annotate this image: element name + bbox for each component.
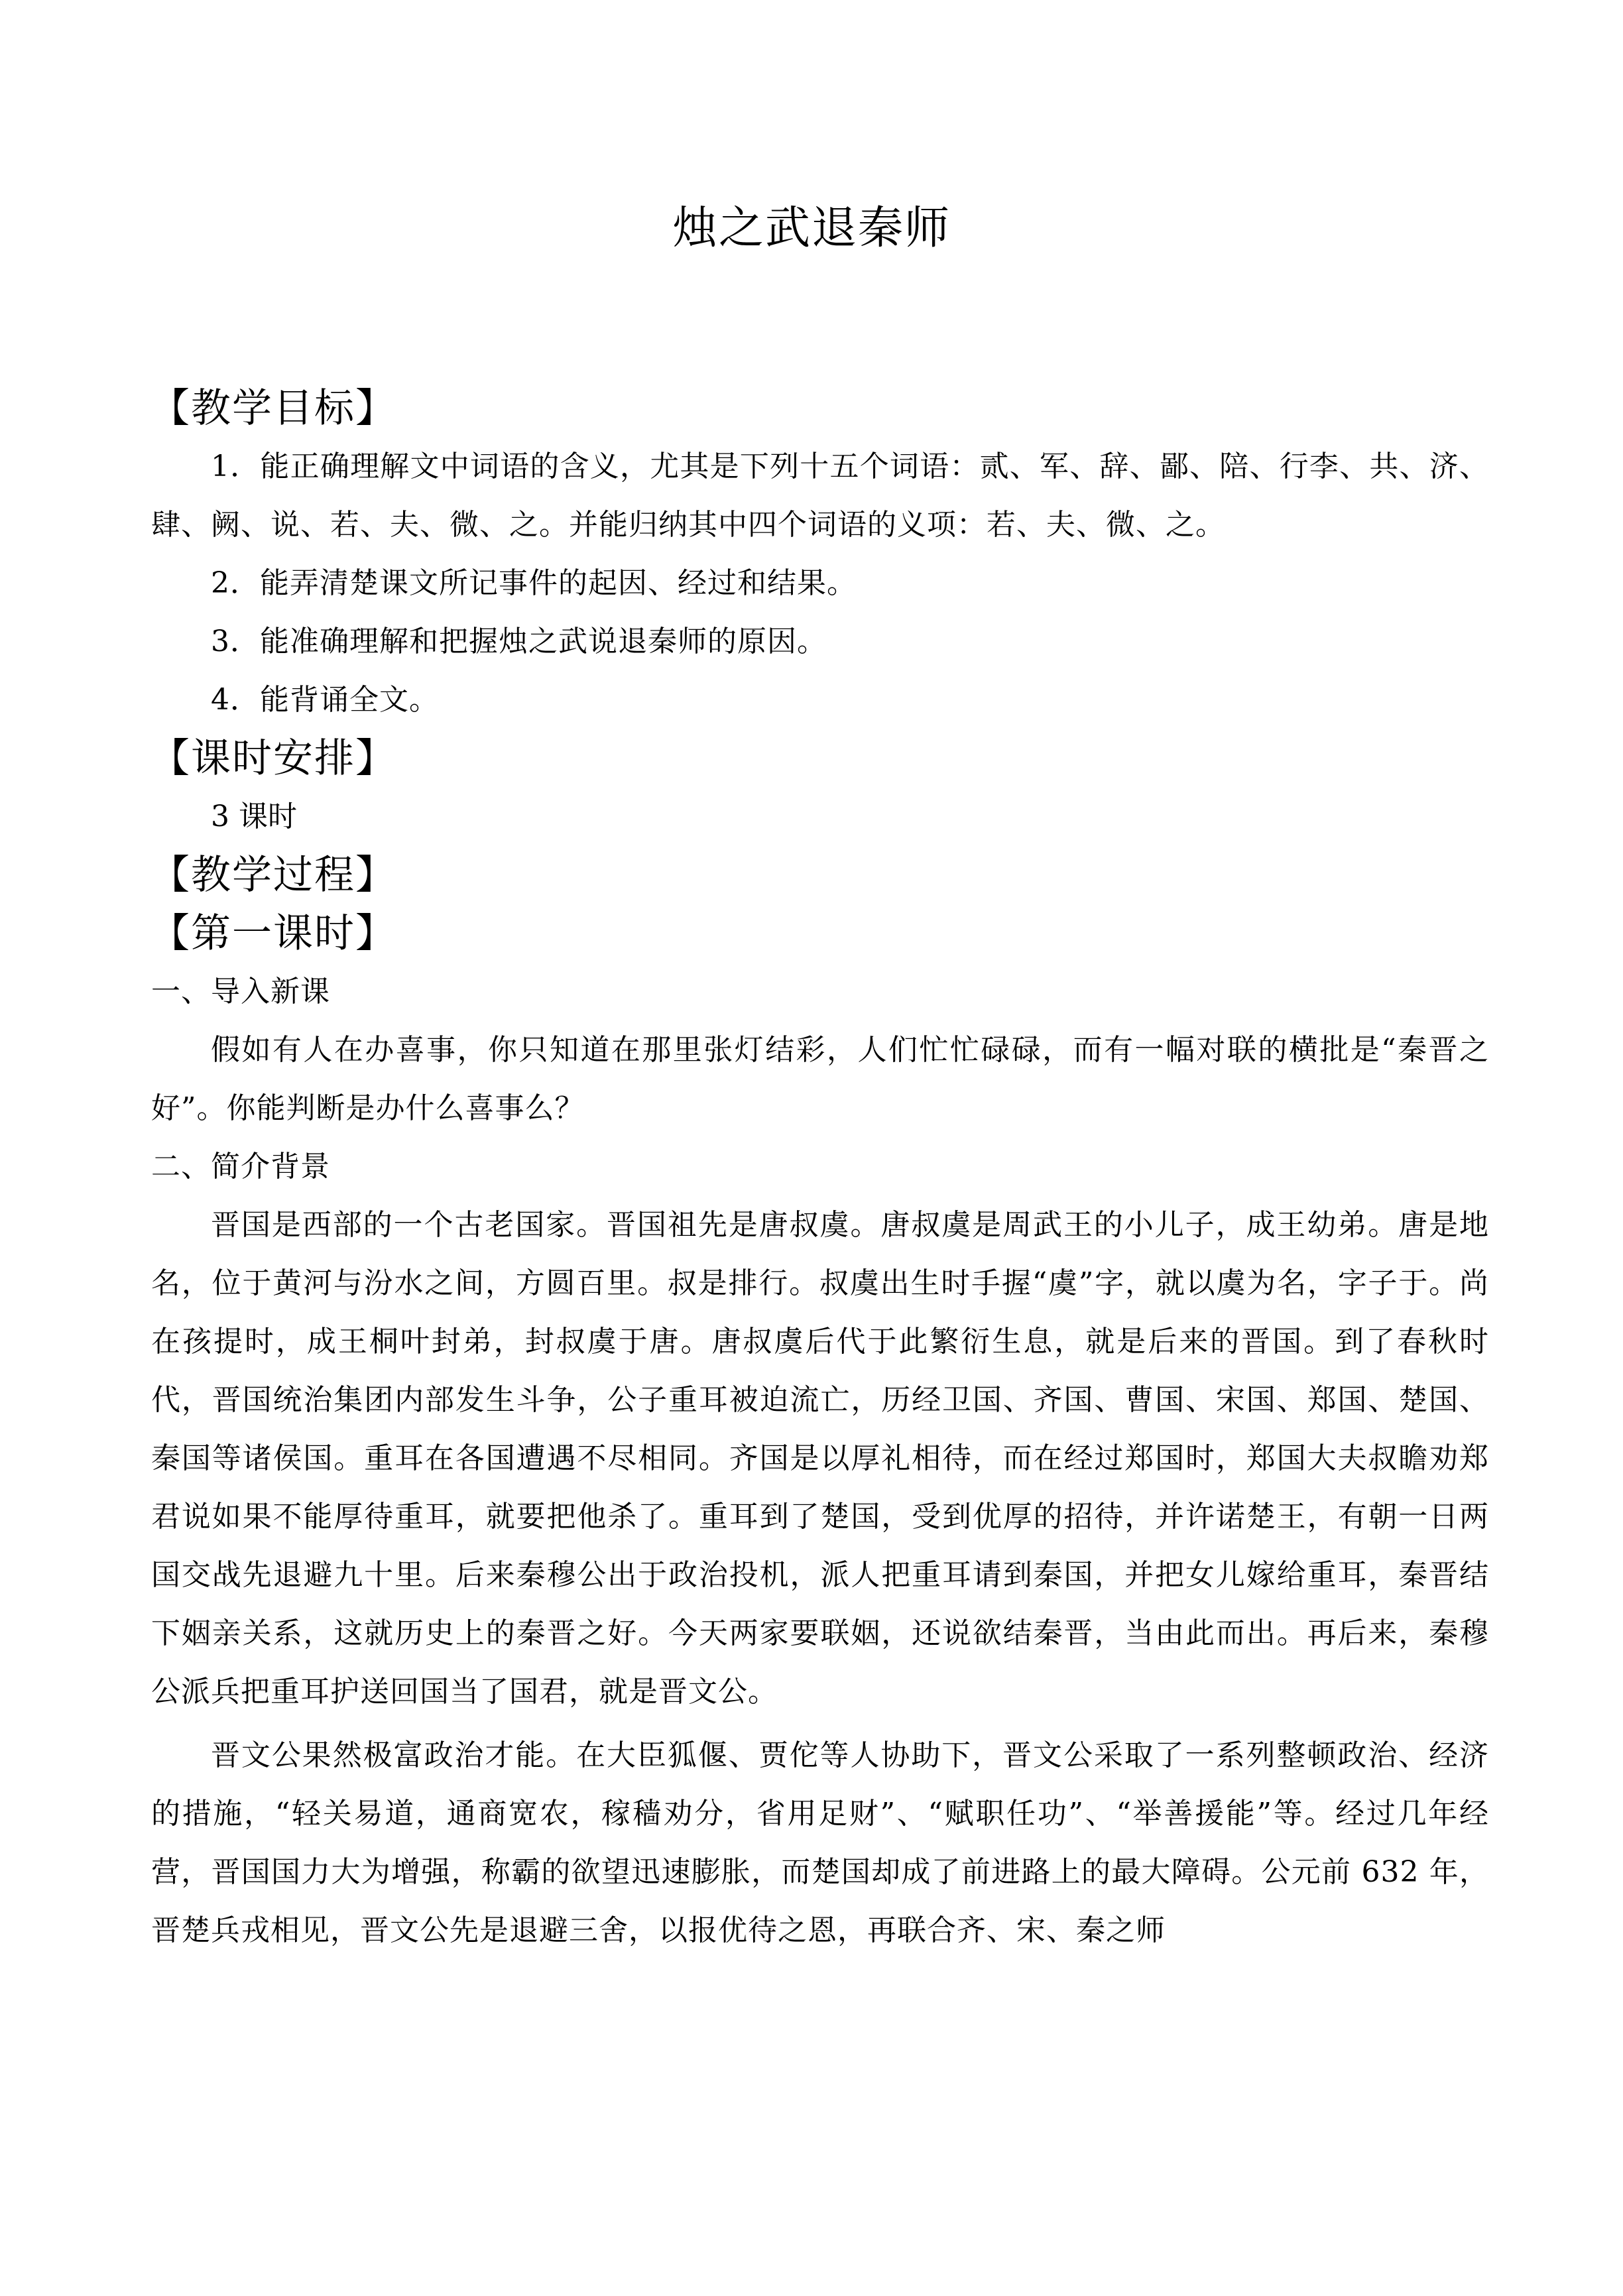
subheading-introduction: 一、导入新课 [151, 975, 330, 1008]
document-title: 烛之武退秦师 [672, 202, 951, 255]
goal-item-1: 1．能正确理解文中词语的含义，尤其是下列十五个词语：贰、军、辞、鄙、陪、行李、共、济、肆、阙、说、若、夫、微、之。并能归纳其中四个词语的义项：若、夫、微、之。 [151, 450, 1489, 542]
heading-lesson-1: 【第一课时】 [150, 910, 396, 957]
goal-item-3: 3．能准确理解和把握烛之武说退秦师的原因。 [211, 625, 827, 658]
document-body [151, 379, 1489, 1960]
heading-schedule: 【课时安排】 [150, 735, 396, 782]
heading-teaching-process: 【教学过程】 [150, 852, 396, 898]
paragraph-introduction: 假如有人在办喜事，你只知道在那里张灯结彩，人们忙忙碌碌，而有一幅对联的横批是“秦晋之好”。你能判断是办什么喜事么？ [151, 1033, 1489, 1125]
paragraph-background-2: 晋文公果然极富政治才能。在大臣狐偃、贾佗等人协助下，晋文公采取了一系列整顿政治、经济的措施，“轻关易道，通商宽农，稼穑劝分，省用足财”、“赋职任功”、“举善援能”等。经过几年经营，晋国国力大为增强，称霸的欲望迅速膨胀，而楚国却成了前进路上的最大障碍。公元前 632 年，晋楚兵戎相见，晋文公先是退避三舍，以报优待之恩，再联合齐、宋、秦之师 [151, 1738, 1489, 1947]
paragraph-background-1: 晋国是西部的一个古老国家。晋国祖先是唐叔虞。唐叔虞是周武王的小儿子，成王幼弟。唐是地名，位于黄河与汾水之间，方圆百里。叔是排行。叔虞出生时手握“虞”字，就以虞为名，字子于。尚在孩提时，成王桐叶封弟，封叔虞于唐。唐叔虞后代于此繁衍生息，就是后来的晋国。到了春秋时代，晋国统治集团内部发生斗争，公子重耳被迫流亡，历经卫国、齐国、曹国、宋国、郑国、楚国、秦国等诸侯国。重耳在各国遭遇不尽相同。齐国是以厚礼相待，而在经过郑国时，郑国大夫叔瞻劝郑君说如果不能厚待重耳，就要把他杀了。重耳到了楚国，受到优厚的招待，并许诺楚王，有朝一日两国交战先退避九十里。后来秦穆公出于政治投机，派人把重耳请到秦国，并把女儿嫁给重耳，秦晋结下姻亲关系，这就历史上的秦晋之好。今天两家要联姻，还说欲结秦晋，当由此而出。再后来，秦穆公派兵把重耳护送回国当了国君，就是晋文公。 [151, 1208, 1489, 1709]
goal-item-4: 4．能背诵全文。 [211, 683, 439, 717]
heading-teaching-goals: 【教学目标】 [150, 385, 396, 432]
goal-item-2: 2．能弄清楚课文所记事件的起因、经过和结果。 [211, 566, 857, 600]
schedule-text: 3 课时 [211, 800, 297, 833]
subheading-background: 二、简介背景 [151, 1150, 330, 1183]
